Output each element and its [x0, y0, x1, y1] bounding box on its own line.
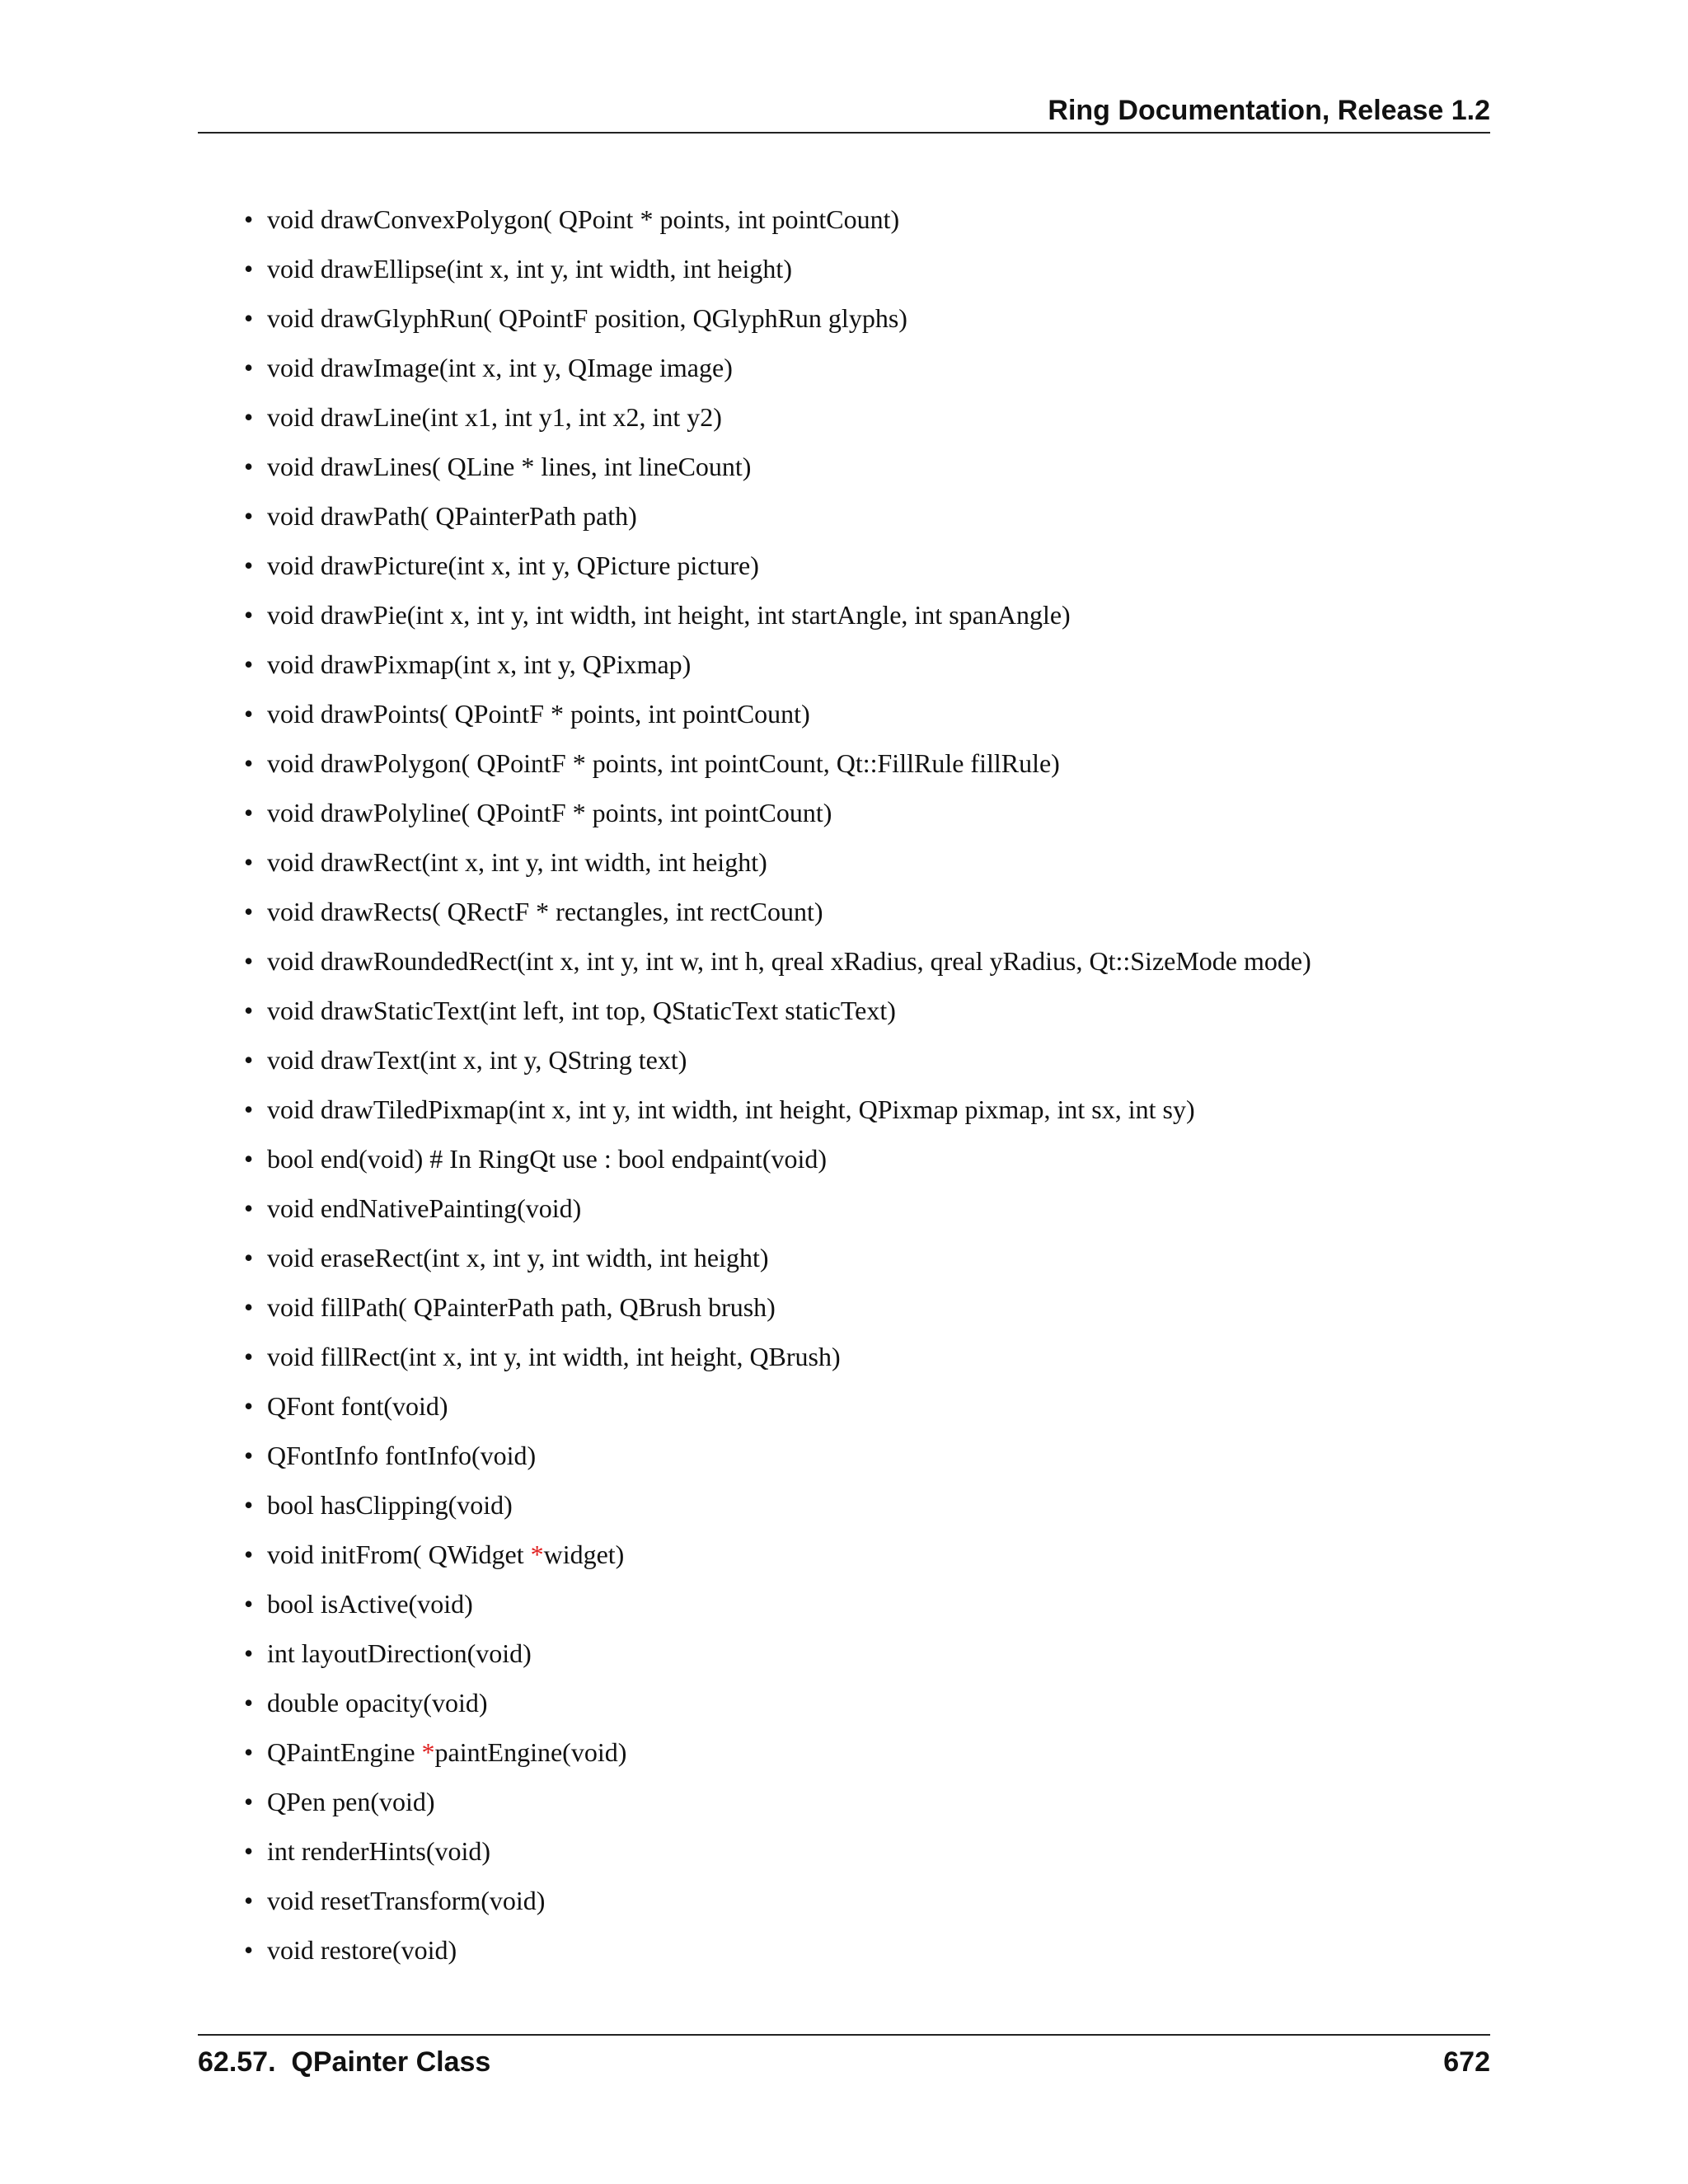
method-signature: void drawLines( QLine * lines, int lineCount)	[267, 452, 752, 481]
method-signature: void drawRects( QRectF * rectangles, int rectCount)	[267, 897, 823, 926]
method-signature: void drawGlyphRun( QPointF position, QGlyphRun glyphs)	[267, 303, 907, 333]
pointer-star: *	[421, 1737, 435, 1767]
bullet-icon: •	[244, 1589, 254, 1619]
list-item	[0, 1925, 1688, 1975]
list-item	[0, 1282, 1688, 1332]
list-item	[0, 1134, 1688, 1183]
method-signature: void drawImage(int x, int y, QImage image)	[267, 353, 733, 382]
bullet-icon: •	[244, 402, 254, 432]
list-item	[0, 640, 1688, 689]
list-item	[0, 837, 1688, 887]
list-item	[0, 887, 1688, 936]
method-signature: void drawRect(int x, int y, int width, int height)	[267, 847, 767, 877]
bullet-icon: •	[244, 1737, 254, 1767]
list-item	[0, 491, 1688, 541]
method-signature: void drawText(int x, int y, QString text)	[267, 1045, 687, 1075]
bullet-icon: •	[244, 1243, 254, 1272]
bullet-icon: •	[244, 452, 254, 481]
list-item	[0, 1085, 1688, 1134]
list-item	[0, 1530, 1688, 1579]
list-item	[0, 738, 1688, 788]
bullet-icon: •	[244, 699, 254, 729]
bullet-icon: •	[244, 1935, 254, 1965]
list-item	[0, 689, 1688, 738]
bullet-icon: •	[244, 1836, 254, 1866]
pointer-star: *	[530, 1540, 544, 1569]
method-signature: void fillPath( QPainterPath path, QBrush brush)	[267, 1292, 776, 1322]
bullet-icon: •	[244, 353, 254, 382]
method-signature: void resetTransform(void)	[267, 1886, 546, 1915]
bullet-icon: •	[244, 1688, 254, 1718]
method-signature-part: void initFrom( QWidget	[267, 1540, 531, 1569]
bullet-icon: •	[244, 1094, 254, 1124]
method-signature: void drawPath( QPainterPath path)	[267, 501, 637, 531]
page-footer	[198, 2034, 1490, 2085]
method-signature: bool end(void) # In RingQt use : bool endpaint(void)	[267, 1144, 828, 1174]
list-item	[0, 541, 1688, 590]
bullet-icon: •	[244, 847, 254, 877]
page-header	[198, 92, 1490, 134]
bullet-icon: •	[244, 798, 254, 827]
method-signature-part: widget)	[543, 1540, 625, 1569]
bullet-icon: •	[244, 254, 254, 284]
bullet-icon: •	[244, 897, 254, 926]
list-item	[0, 936, 1688, 986]
list-item	[0, 194, 1688, 244]
list-item	[0, 1183, 1688, 1233]
list-item	[0, 1876, 1688, 1925]
list-item	[0, 788, 1688, 837]
document-title: Ring Documentation, Release 1.2	[1048, 95, 1490, 126]
list-item	[0, 392, 1688, 442]
bullet-icon: •	[244, 649, 254, 679]
list-item	[0, 1678, 1688, 1727]
method-signature: void drawLine(int x1, int y1, int x2, int y2)	[267, 402, 722, 432]
list-item	[0, 1826, 1688, 1876]
method-signature: void eraseRect(int x, int y, int width, int height)	[267, 1243, 769, 1272]
method-signature: bool isActive(void)	[267, 1589, 473, 1619]
section-title: 62.57. QPainter Class	[198, 2046, 491, 2078]
list-item	[0, 1431, 1688, 1480]
method-signature: void fillRect(int x, int y, int width, int height, QBrush)	[267, 1342, 841, 1371]
bullet-icon: •	[244, 1292, 254, 1322]
bullet-icon: •	[244, 1441, 254, 1470]
method-signature: void drawStaticText(int left, int top, QStaticText staticText)	[267, 996, 896, 1025]
list-item	[0, 442, 1688, 491]
method-signature: void drawEllipse(int x, int y, int width, int height)	[267, 254, 792, 284]
method-signature: void restore(void)	[267, 1935, 457, 1965]
bullet-icon: •	[244, 551, 254, 580]
bullet-icon: •	[244, 303, 254, 333]
bullet-icon: •	[244, 600, 254, 630]
bullet-icon: •	[244, 1144, 254, 1174]
method-signature: double opacity(void)	[267, 1688, 488, 1718]
method-signature-part: QPaintEngine	[267, 1737, 422, 1767]
bullet-icon: •	[244, 501, 254, 531]
method-signature: void drawConvexPolygon( QPoint * points, int pointCount)	[267, 204, 900, 234]
list-item	[0, 1777, 1688, 1826]
method-signature: void drawPolyline( QPointF * points, int pointCount)	[267, 798, 832, 827]
list-item	[0, 986, 1688, 1035]
method-signature: void drawPicture(int x, int y, QPicture picture)	[267, 551, 759, 580]
bullet-icon: •	[244, 1045, 254, 1075]
list-item	[0, 1629, 1688, 1678]
bullet-icon: •	[244, 1886, 254, 1915]
method-signature: void endNativePainting(void)	[267, 1193, 582, 1223]
bullet-icon: •	[244, 1391, 254, 1421]
bullet-icon: •	[244, 946, 254, 976]
method-signature: QPen pen(void)	[267, 1787, 435, 1816]
bullet-icon: •	[244, 204, 254, 234]
list-item	[0, 1480, 1688, 1530]
list-item	[0, 590, 1688, 640]
method-signature: QFont font(void)	[267, 1391, 448, 1421]
bullet-icon: •	[244, 1540, 254, 1569]
method-signature: void drawPoints( QPointF * points, int pointCount)	[267, 699, 810, 729]
bullet-icon: •	[244, 996, 254, 1025]
page-number: 672	[1443, 2046, 1490, 2078]
list-item	[0, 343, 1688, 392]
list-item	[0, 1381, 1688, 1431]
method-signature: int renderHints(void)	[267, 1836, 491, 1866]
bullet-icon: •	[244, 1342, 254, 1371]
bullet-icon: •	[244, 1787, 254, 1816]
method-signature: bool hasClipping(void)	[267, 1490, 513, 1520]
method-signature: void drawPie(int x, int y, int width, int height, int startAngle, int spanAngle)	[267, 600, 1071, 630]
list-item	[0, 293, 1688, 343]
method-signature: int layoutDirection(void)	[267, 1638, 532, 1668]
list-item	[0, 1579, 1688, 1629]
method-signature: QFontInfo fontInfo(void)	[267, 1441, 537, 1470]
method-signature: void drawPolygon( QPointF * points, int pointCount, Qt::FillRule fillRule)	[267, 748, 1060, 778]
list-item	[0, 1035, 1688, 1085]
bullet-icon: •	[244, 1193, 254, 1223]
method-signature-part: paintEngine(void)	[434, 1737, 627, 1767]
list-item	[0, 1332, 1688, 1381]
method-signature: void drawRoundedRect(int x, int y, int w, int h, qreal xRadius, qreal yRadius, Qt::SizeMode mode)	[267, 946, 1311, 976]
bullet-icon: •	[244, 1490, 254, 1520]
method-signature: void drawTiledPixmap(int x, int y, int width, int height, QPixmap pixmap, int sx, int sy)	[267, 1094, 1195, 1124]
list-item	[0, 1727, 1688, 1777]
list-item	[0, 1233, 1688, 1282]
list-item	[0, 244, 1688, 293]
bullet-icon: •	[244, 1638, 254, 1668]
method-signature: void drawPixmap(int x, int y, QPixmap)	[267, 649, 692, 679]
method-list	[0, 194, 1688, 1975]
bullet-icon: •	[244, 748, 254, 778]
